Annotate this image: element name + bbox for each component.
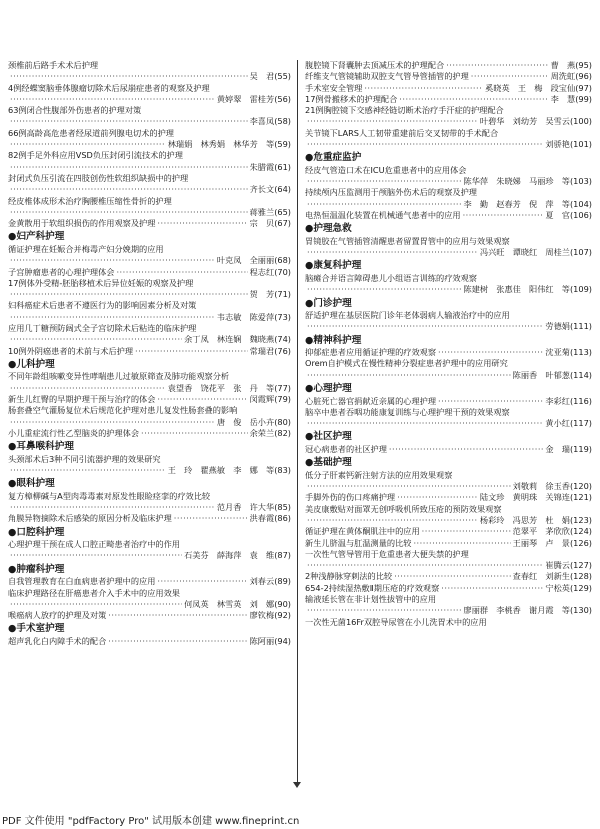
leader-dots: [307, 139, 543, 150]
leader-dots: [307, 284, 462, 295]
section-heading: ●手术室护理: [8, 623, 65, 635]
entry-authors: 周洗虹: [550, 71, 576, 82]
entry-title: 新生儿脐温与肛温测量的比较: [305, 537, 412, 548]
column-divider: [297, 60, 298, 784]
entry-authors: 范月香 许大华: [216, 502, 275, 513]
entry-page-number: (56): [274, 93, 291, 104]
entry-page-number: (87): [274, 550, 291, 561]
entry-title: 循证护理在黄体酮肌注中的应用: [305, 526, 420, 537]
entry-title: 17例体外受精-胚胎移植术后异位妊娠的观察及护理: [8, 277, 194, 288]
entry-authors: 陈阿丽: [249, 635, 275, 646]
section-heading: ●危重症监护: [305, 152, 362, 164]
entry-title: 关节镜下LARS人工韧带重建前后交叉韧带的手术配合: [305, 127, 499, 138]
entry-title: 10例外阴癌患者的术前与术后护理: [8, 345, 134, 356]
toc-entry[interactable]: [8, 244, 291, 267]
entry-title: 脑卒中患者吞咽功能康复训练与心理护理干预的效果观察: [305, 406, 510, 417]
entry-authors: 廖钦梅: [249, 610, 275, 621]
entry-authors: 韦志敏 陈爱萍: [216, 311, 275, 322]
toc-entry[interactable]: [305, 526, 592, 537]
entry-page-number: (99): [575, 93, 592, 104]
entry-page-number: (80): [274, 416, 291, 427]
entry-authors: 叶碧华 刘幼芳 吴雪云: [479, 116, 570, 127]
entry-title: 美皮康敷贴对面罩无创呼吸机所致压疮的预防效果观察: [305, 503, 502, 514]
entry-authors: 余丁凤 林连娴 魏晓燕: [184, 334, 275, 345]
pdf-watermark-footer: PDF 文件使用 "pdfFactory Pro" 试用版本创建 www.fineprint.cn: [2, 816, 300, 827]
entry-page-number: (92): [274, 610, 291, 621]
entry-title: 电热恒温温化装置在机械通气患者中的应用: [305, 210, 461, 221]
entry-title: 循证护理在妊娠合并梅毒产妇分娩期的应用: [8, 243, 164, 254]
toc-entry[interactable]: [8, 346, 291, 357]
toc-entry[interactable]: [305, 187, 592, 210]
entry-page-number: (126): [569, 537, 592, 548]
toc-left-column: [8, 60, 291, 647]
leader-dots: [307, 176, 462, 187]
toc-entry[interactable]: [8, 610, 291, 621]
leader-dots: [394, 571, 511, 582]
leader-dots: [10, 207, 248, 218]
toc-entry[interactable]: [8, 491, 291, 514]
entry-page-number: (59): [274, 139, 291, 150]
entry-authors: 蒋雅兰: [249, 206, 275, 217]
entry-authors: 杨彩玲 冯思芳 杜 娟: [479, 514, 570, 525]
entry-page-number: (106): [569, 210, 592, 221]
entry-page-number: (85): [274, 502, 291, 513]
entry-authors: 李 慧: [550, 93, 576, 104]
entry-authors: 查春红 刘新生: [512, 571, 570, 582]
entry-authors: 常瑞君: [249, 345, 275, 356]
entry-page-number: (70): [274, 266, 291, 277]
entry-title: 应用几丁糖预防阔式全子宫切除术后粘连的临床护理: [8, 323, 197, 334]
section-heading: ●社区护理: [305, 431, 352, 443]
toc-entry[interactable]: [305, 236, 592, 259]
entry-title: 临床护理路径在肝癌患者介入手术中的应用效果: [8, 587, 180, 598]
toc-entry[interactable]: [305, 310, 592, 333]
entry-authors: 余荣兰: [249, 427, 275, 438]
entry-title: 脑瘫合并语言障碍患儿小组语言训练的疗效观察: [305, 272, 477, 283]
toc-entry[interactable]: [305, 83, 592, 94]
entry-title: 654-2持续湿热敷Ⅱ期压疮的疗效观察: [305, 582, 440, 593]
entry-authors: 刘骄艳: [545, 139, 570, 150]
toc-entry[interactable]: [305, 105, 592, 128]
leader-dots: [10, 417, 215, 428]
toc-entry[interactable]: [305, 504, 592, 527]
entry-page-number: (82): [274, 427, 291, 438]
entry-authors: 李 勤 赵春芳 倪 萍 等: [463, 198, 570, 209]
entry-authors: 石美芬 薛海萍 袁 维: [184, 550, 275, 561]
leader-dots: [413, 538, 510, 549]
entry-authors: 范翠平 茅欣欣: [512, 526, 570, 537]
entry-authors: 李彩红: [545, 395, 570, 406]
entry-page-number: (94): [274, 635, 291, 646]
entry-page-number: (117): [569, 418, 592, 429]
entry-title: 妇科癌症术后患者不遵医行为的影响因素分析及对策: [8, 300, 197, 311]
toc-entry[interactable]: [8, 278, 291, 301]
entry-page-number: (71): [274, 289, 291, 300]
entry-authors: 李喜凤: [249, 116, 275, 127]
leader-dots: [174, 513, 248, 524]
entry-title: 抑郁症患者应用循证护理的疗效观察: [305, 347, 437, 358]
entry-title: 低分子肝素钙新注射方法的应用效果观察: [305, 469, 453, 480]
entry-title: 21例胸腔镜下交感神经链切断术治疗手汗症的护理配合: [305, 105, 504, 116]
toc-entry[interactable]: [8, 428, 291, 439]
entry-authors: 袁望香 饶花平 张 丹 等: [167, 382, 275, 393]
leader-dots: [307, 116, 478, 127]
entry-title: 经皮气管造口术在ICU危重患者中的应用体会: [305, 164, 467, 175]
entry-authors: 齐长文: [249, 184, 275, 195]
leader-dots: [399, 94, 548, 105]
leader-dots: [307, 418, 543, 429]
toc-entry[interactable]: [8, 454, 291, 477]
entry-authors: 劳德娟: [545, 321, 570, 332]
entry-page-number: (86): [274, 513, 291, 524]
toc-entry[interactable]: [8, 83, 291, 106]
entry-title: 肠套叠空气灌肠复位术后规范化护理对患儿复发性肠套叠的影响: [8, 405, 238, 416]
entry-authors: 贺 芳: [249, 289, 275, 300]
toc-entry[interactable]: [305, 71, 592, 82]
entry-title: 封闭式负压引流在四肢创伤性软组织缺损中的护理: [8, 172, 189, 183]
toc-entry[interactable]: [8, 405, 291, 428]
entry-page-number: (77): [274, 382, 291, 393]
leader-dots: [307, 481, 511, 492]
entry-authors: 曹 燕: [550, 60, 576, 70]
leader-dots: [397, 492, 478, 503]
leader-dots: [441, 583, 543, 594]
leader-dots: [157, 576, 247, 587]
leader-dots: [10, 550, 182, 561]
entry-title: 复方樟柳碱与A型肉毒毒素对原发性眼睑痉挛的疗效比较: [8, 490, 211, 501]
entry-page-number: (111): [569, 321, 592, 332]
entry-page-number: (113): [569, 347, 592, 358]
entry-authors: 陈建树 张惠佳 阳伟红 等: [463, 284, 570, 295]
section-heading: ●门诊护理: [305, 297, 352, 309]
entry-authors: 宁松英: [545, 582, 570, 593]
entry-page-number: (73): [274, 311, 291, 322]
entry-title: 心理护理干预在成人口腔正畸患者治疗中的作用: [8, 539, 180, 550]
toc-entry[interactable]: [8, 150, 291, 173]
toc-entry[interactable]: [305, 60, 592, 71]
entry-page-number: (119): [569, 443, 592, 454]
entry-page-number: (130): [569, 605, 592, 616]
toc-entry[interactable]: [305, 538, 592, 549]
entry-title: 输液延长管在非计划性拔管中的应用: [305, 593, 437, 604]
entry-title: 4例经蝶窦脑垂体腺瘤切除术后尿崩症患者的观察及护理: [8, 82, 210, 93]
section-heading: ●眼科护理: [8, 478, 55, 490]
toc-right-column: [305, 60, 592, 628]
section-heading: ●妇产科护理: [8, 231, 65, 243]
entry-title: 头颈部术后3种不同引流器护理的效果研究: [8, 453, 161, 464]
entry-title: 喉癌病人放疗的护理及对策: [8, 610, 107, 621]
entry-title: 82例手足外科应用VSD负压封闭引流技术的护理: [8, 150, 183, 161]
entry-page-number: (76): [274, 345, 291, 356]
entry-page-number: (95): [575, 60, 592, 70]
toc-entry[interactable]: [8, 323, 291, 346]
leader-dots: [307, 605, 462, 616]
toc-entry[interactable]: [8, 513, 291, 524]
leader-dots: [141, 428, 248, 439]
entry-page-number: (68): [274, 255, 291, 266]
entry-authors: 闵霞辉: [249, 394, 275, 405]
toc-entry[interactable]: [305, 470, 592, 493]
entry-title: 心脏死亡器官捐献近亲属的心理护理: [305, 395, 437, 406]
entry-title: 金黄散用于软组织损伤的作用观察及护理: [8, 218, 156, 229]
entry-title: 腹腔镜下肾囊肿去顶减压术的护理配合: [305, 60, 445, 70]
toc-entry[interactable]: [8, 267, 291, 278]
toc-entry[interactable]: [305, 444, 592, 455]
leader-dots: [10, 162, 248, 173]
entry-authors: 陈丽香 叶郁葱: [512, 369, 570, 380]
leader-dots: [389, 444, 544, 455]
section-heading: ●康复科护理: [305, 260, 362, 272]
entry-page-number: (79): [274, 394, 291, 405]
toc-entry[interactable]: [305, 407, 592, 430]
leader-dots: [157, 394, 247, 405]
leader-dots: [10, 71, 248, 82]
entry-page-number: (65): [274, 206, 291, 217]
leader-dots: [108, 610, 247, 621]
entry-title: 一次性气管导管用于危重患者大便失禁的护理: [305, 548, 469, 559]
toc-entry[interactable]: [8, 128, 291, 151]
entry-authors: 刘春云: [249, 576, 275, 587]
continuation-arrow-icon: [293, 782, 301, 788]
entry-authors: 何凤英 林雪英 刘 娜: [184, 598, 275, 609]
entry-page-number: (121): [569, 492, 592, 503]
toc-entry[interactable]: [8, 588, 291, 611]
leader-dots: [157, 218, 247, 229]
entry-authors: 冯兴旺 谭晓红 周桂兰: [479, 247, 570, 258]
entry-page-number: (74): [274, 334, 291, 345]
leader-dots: [10, 255, 215, 266]
entry-page-number: (96): [575, 71, 592, 82]
entry-authors: 洪春霞: [249, 513, 275, 524]
leader-dots: [116, 267, 247, 278]
entry-title: 子宫肿瘤患者的心理护理体会: [8, 266, 115, 277]
entry-title: 不同年龄组咳嗽变异性哮喘患儿过敏原筛查及肺功能观察分析: [8, 371, 230, 382]
toc-entry[interactable]: [305, 210, 592, 221]
entry-page-number: (123): [569, 514, 592, 525]
leader-dots: [471, 71, 549, 82]
toc-entry[interactable]: [8, 539, 291, 562]
section-heading: ●儿科护理: [8, 358, 55, 370]
toc-entry[interactable]: [8, 105, 291, 128]
entry-authors: 宗 贝: [249, 218, 275, 229]
entry-page-number: (107): [569, 247, 592, 258]
entry-title: 66例高龄高危患者经尿道前列腺电切术的护理: [8, 127, 174, 138]
entry-authors: 陈华萍 朱晓娣 马丽珍 等: [463, 176, 570, 187]
toc-entry[interactable]: [305, 571, 592, 582]
toc-entry[interactable]: [8, 576, 291, 587]
entry-page-number: (55): [274, 71, 291, 82]
toc-entry[interactable]: [8, 218, 291, 229]
entry-title: 经皮椎体成形术治疗胸腰椎压缩性骨折的护理: [8, 195, 172, 206]
section-heading: ●精神科护理: [305, 334, 362, 346]
toc-entry[interactable]: [305, 492, 592, 503]
leader-dots: [10, 465, 166, 476]
toc-entry[interactable]: [305, 165, 592, 188]
leader-dots: [10, 312, 215, 323]
leader-dots: [364, 83, 483, 94]
entry-title: 17例骨搬移术的护理配合: [305, 93, 398, 104]
entry-page-number: (67): [274, 218, 291, 229]
toc-entry[interactable]: [305, 583, 592, 594]
entry-page-number: (64): [274, 184, 291, 195]
section-heading: ●心理护理: [305, 383, 352, 395]
entry-title: 胃镜胶在气管插管清醒患者留置胃管中的应用与效果观察: [305, 235, 510, 246]
entry-page-number: (127): [569, 560, 592, 571]
leader-dots: [446, 60, 548, 71]
toc-entry[interactable]: [305, 617, 592, 628]
leader-dots: [463, 210, 544, 221]
leader-dots: [307, 321, 543, 332]
leader-dots: [135, 346, 248, 357]
entry-title: 手脚外伤的伤口疼痛护理: [305, 492, 396, 503]
entry-authors: 沈亚菊: [545, 347, 570, 358]
entry-title: 2种浅静脉穿刺法的比较: [305, 571, 393, 582]
toc-entry[interactable]: [8, 636, 291, 647]
entry-title: 纤维支气管镜辅助双腔支气管导管插管的护理: [305, 71, 469, 82]
toc-entry[interactable]: [305, 128, 592, 151]
leader-dots: [307, 199, 462, 210]
section-heading: ●肿瘤科护理: [8, 563, 65, 575]
toc-entry[interactable]: [8, 394, 291, 405]
entry-title: 冠心病患者的社区护理: [305, 443, 387, 454]
entry-title: Orem自护模式在慢性精神分裂症患者护理中的应用研究: [305, 358, 508, 369]
toc-entry[interactable]: [305, 273, 592, 296]
toc-entry[interactable]: [305, 358, 592, 381]
entry-title: 颈椎前后路手术术后护理: [8, 60, 99, 70]
entry-authors: 林瑞娟 林秀娟 林华芳 等: [167, 139, 275, 150]
entry-page-number: (128): [569, 571, 592, 582]
toc-entry[interactable]: [305, 347, 592, 358]
entry-page-number: (114): [569, 369, 592, 380]
leader-dots: [307, 247, 478, 258]
entry-authors: 唐 俊 岳小卉: [216, 416, 275, 427]
leader-dots: [10, 116, 248, 127]
section-heading: ●口腔科护理: [8, 526, 65, 538]
entry-title: 小儿重症流行性乙型脑炎的护理体会: [8, 427, 140, 438]
entry-authors: 吴 君: [249, 71, 275, 82]
leader-dots: [307, 370, 511, 381]
entry-page-number: (101): [569, 139, 592, 150]
toc-entry[interactable]: [8, 173, 291, 196]
entry-page-number: (129): [569, 582, 592, 593]
entry-title: 手术室安全管理: [305, 82, 363, 93]
entry-page-number: (120): [569, 481, 592, 492]
entry-authors: 崔腾云: [545, 560, 570, 571]
entry-page-number: (100): [569, 116, 592, 127]
leader-dots: [10, 502, 215, 513]
entry-authors: 刘敬莉 徐玉香: [512, 481, 570, 492]
leader-dots: [10, 383, 166, 394]
leader-dots: [422, 526, 511, 537]
entry-title: 持续颅内压监测用于颅脑外伤术后的观察及护理: [305, 187, 477, 198]
entry-authors: 叶克凤 全丽丽: [216, 255, 275, 266]
entry-page-number: (103): [569, 176, 592, 187]
entry-page-number: (124): [569, 526, 592, 537]
entry-authors: 程志红: [249, 266, 275, 277]
toc-entry[interactable]: [8, 60, 291, 83]
entry-page-number: (89): [274, 576, 291, 587]
entry-page-number: (61): [274, 161, 291, 172]
entry-title: 新生儿红臀的早期护理干预与治疗的体会: [8, 394, 156, 405]
entry-title: 自我管理教育在白血病患者护理中的应用: [8, 576, 156, 587]
entry-page-number: (83): [274, 465, 291, 475]
leader-dots: [10, 184, 248, 195]
section-heading: ●基础护理: [305, 457, 352, 469]
entry-title: 角膜异物摘除术后感染的原因分析及临床护理: [8, 513, 172, 524]
entry-page-number: (109): [569, 284, 592, 295]
entry-title: 一次性无菌16Fr双腔导尿管在小儿洗胃术中的应用: [305, 616, 487, 627]
toc-entry[interactable]: [8, 371, 291, 394]
entry-authors: 黄婷翠 雷桂芳: [216, 93, 275, 104]
entry-page-number: (104): [569, 198, 592, 209]
entry-page-number: (116): [569, 395, 592, 406]
entry-title: 63例闭合性腹部外伤患者的护理对策: [8, 105, 142, 116]
entry-title: 舒适护理在基层医院门诊年老体弱病人输液治疗中的应用: [305, 310, 510, 321]
entry-authors: 朱腊霞: [249, 161, 275, 172]
leader-dots: [10, 289, 248, 300]
leader-dots: [108, 636, 247, 647]
entry-page-number: (97): [575, 82, 592, 93]
leader-dots: [10, 334, 182, 345]
section-heading: ●护理急救: [305, 223, 352, 235]
leader-dots: [438, 347, 543, 358]
toc-entry[interactable]: [8, 196, 291, 219]
entry-authors: 黄小红: [545, 418, 570, 429]
toc-entry[interactable]: [305, 549, 592, 572]
entry-authors: 王 玲 瞿燕敏 李 娜 等: [167, 465, 275, 475]
leader-dots: [307, 515, 478, 526]
leader-dots: [438, 396, 543, 407]
entry-authors: 金 瑞: [545, 443, 570, 454]
entry-title: 超声乳化白内障手术的配合: [8, 635, 107, 646]
leader-dots: [10, 139, 166, 150]
toc-entry[interactable]: [8, 300, 291, 323]
toc-entry[interactable]: [305, 94, 592, 105]
entry-authors: 陆文珍 黄明珠 关锦连: [479, 492, 570, 503]
toc-entry[interactable]: [305, 396, 592, 407]
leader-dots: [10, 599, 182, 610]
toc-entry[interactable]: [305, 594, 592, 617]
leader-dots: [10, 94, 215, 105]
leader-dots: [307, 560, 543, 571]
entry-authors: 王丽琴 卢 景: [512, 537, 570, 548]
section-heading: ●耳鼻喉科护理: [8, 441, 74, 453]
entry-authors: 廖丽群 李桃香 谢月霞 等: [463, 605, 570, 616]
entry-page-number: (90): [274, 598, 291, 609]
entry-authors: 奚晓英 王 梅 段宝仙: [485, 82, 576, 93]
entry-authors: 夏 官: [545, 210, 570, 221]
entry-page-number: (58): [274, 116, 291, 127]
